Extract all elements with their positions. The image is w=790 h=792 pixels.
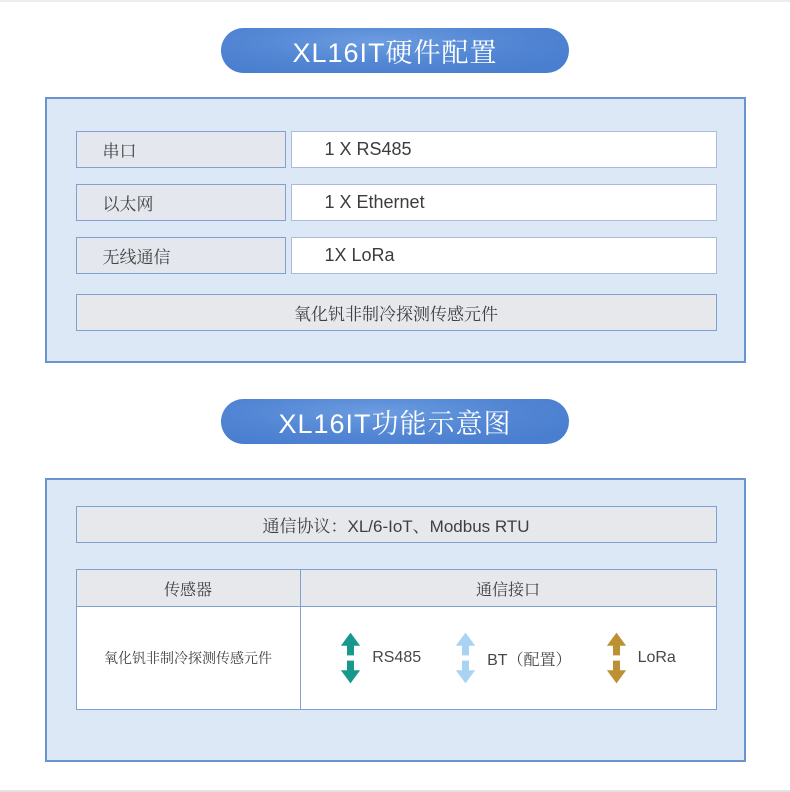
function-table [76, 569, 717, 710]
up-down-arrow-icon [606, 632, 627, 684]
hardware-config-panel [45, 97, 746, 363]
ethernet-value: 1 X Ethernet [291, 184, 717, 221]
hardware-config-title: XL16IT硬件配置 [292, 38, 498, 68]
serial-port-label: 串口 [76, 131, 286, 168]
up-down-arrow-icon [455, 632, 476, 684]
interface-list [340, 632, 676, 684]
ethernet-label: 以太网 [76, 184, 286, 221]
hardware-row-wireless [76, 237, 717, 274]
protocol-cell: 通信协议：XL/6-IoT、Modbus RTU [76, 506, 717, 543]
wireless-label: 无线通信 [76, 237, 286, 274]
interface-label-bt: BT（配置） [487, 651, 572, 669]
sensor-element-note: 氧化钒非制冷探测传感元件 [76, 294, 717, 331]
up-down-arrow-icon [340, 632, 361, 684]
hardware-config-banner [221, 28, 569, 73]
interface-rs485 [340, 632, 421, 684]
function-diagram-banner [221, 399, 569, 444]
interface-label-lora: LoRa [637, 649, 676, 666]
interface-bt [455, 632, 571, 684]
serial-port-value: 1 X RS485 [291, 131, 717, 168]
wireless-value: 1X LoRa [291, 237, 717, 274]
interface-lora [606, 632, 676, 684]
function-diagram-title: XL16IT功能示意图 [278, 409, 512, 439]
hardware-row-ethernet [76, 184, 717, 221]
table-header-interface: 通信接口 [301, 570, 716, 607]
hardware-row-serial [76, 131, 717, 168]
table-cell-interfaces [301, 607, 716, 709]
table-header-sensor: 传感器 [77, 570, 301, 607]
table-cell-sensor: 氧化钒非制冷探测传感元件 [77, 607, 301, 709]
interface-label-rs485: RS485 [372, 649, 422, 666]
function-diagram-panel [45, 478, 746, 762]
